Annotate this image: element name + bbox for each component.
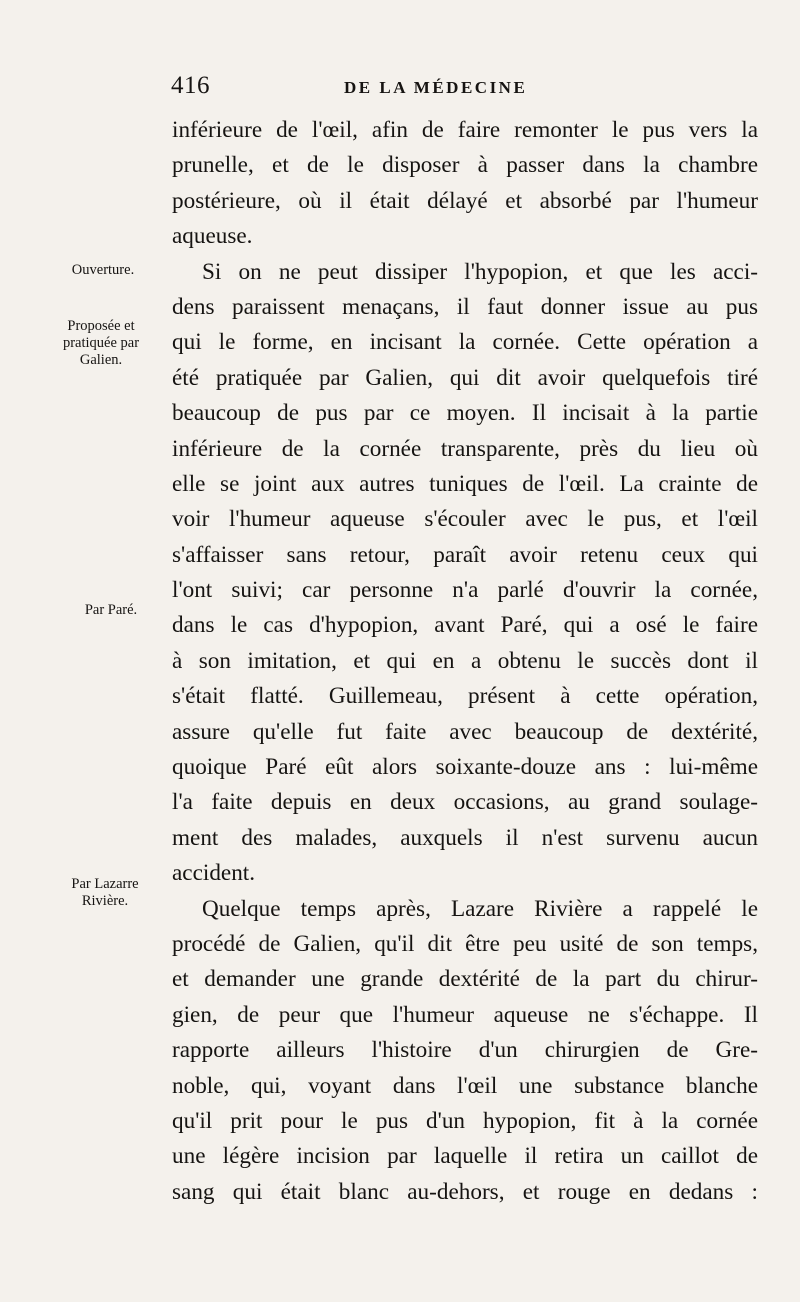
text-line: dens paraissent menaçans, il faut donner issue au pus (172, 293, 758, 320)
text-line: Quelque temps après, Lazare Rivière a rappelé le (202, 895, 758, 922)
margin-note-ouverture: Ouverture. (71, 262, 135, 278)
text-line: quoique Paré eût alors soixante-douze ans : lui-même (172, 754, 758, 781)
text-line: à son imitation, et qui en a obtenu le succès dont il (172, 647, 758, 674)
running-head: DE LA MÉDECINE (344, 78, 528, 97)
body-text (172, 113, 758, 1210)
text-line: beaucoup de pus par ce moyen. Il incisait à la partie (172, 400, 758, 427)
margin-note-riviere: Par Lazarre Rivière. (71, 876, 139, 909)
text-line: et demander une grande dextérité de la part du chirur- (172, 966, 758, 993)
text-line: inférieure de la cornée transparente, près du lieu où (172, 435, 758, 462)
text-line: été pratiquée par Galien, qui dit avoir quelquefois tiré (172, 364, 758, 391)
text-line: sang qui était blanc au-dehors, et rouge en dedans : (172, 1178, 758, 1205)
text-line: gien, de peur que l'humeur aqueuse ne s'échappe. Il (172, 1001, 758, 1028)
text-line: voir l'humeur aqueuse s'écouler avec le pus, et l'œil (172, 506, 758, 533)
text-line: assure qu'elle fut faite avec beaucoup de dextérité, (172, 718, 758, 745)
text-line: qu'il prit pour le pus d'un hypopion, fit à la cornée (172, 1107, 758, 1134)
margin-note-galien: Proposée et pratiquée par Galien. (62, 318, 140, 368)
text-line: prunelle, et de le disposer à passer dans la chambre (172, 152, 758, 179)
text-line: l'ont suivi; car personne n'a parlé d'ouvrir la cornée, (172, 577, 758, 604)
text-line: aqueuse. (172, 223, 253, 250)
text-line: accident. (172, 860, 256, 887)
text-line: dans le cas d'hypopion, avant Paré, qui a osé le faire (172, 612, 758, 639)
text-line: elle se joint aux autres tuniques de l'œil. La crainte de (172, 470, 758, 497)
text-line: rapporte ailleurs l'histoire d'un chirurgien de Gre- (172, 1037, 758, 1064)
text-line: s'affaisser sans retour, paraît avoir retenu ceux qui (172, 541, 758, 568)
text-line: noble, qui, voyant dans l'œil une substance blanche (172, 1072, 758, 1099)
text-line: une légère incision par laquelle il retira un caillot de (172, 1143, 758, 1170)
text-line: qui le forme, en incisant la cornée. Cette opération a (172, 329, 758, 356)
text-line: postérieure, où il était délayé et absorbé par l'humeur (172, 187, 758, 214)
text-line: inférieure de l'œil, afin de faire remonter le pus vers la (172, 117, 758, 143)
page-number: 416 (171, 72, 210, 99)
text-line: Si on ne peut dissiper l'hypopion, et que les acci- (202, 258, 758, 285)
margin-note-pare: Par Paré. (84, 602, 138, 618)
text-line: s'était flatté. Guillemeau, présent à cette opération, (172, 683, 758, 710)
text-line: procédé de Galien, qu'il dit être peu usité de son temps, (172, 930, 758, 957)
text-line: l'a faite depuis en deux occasions, au grand soulage- (172, 789, 758, 816)
text-line: ment des malades, auxquels il n'est survenu aucun (172, 824, 758, 851)
